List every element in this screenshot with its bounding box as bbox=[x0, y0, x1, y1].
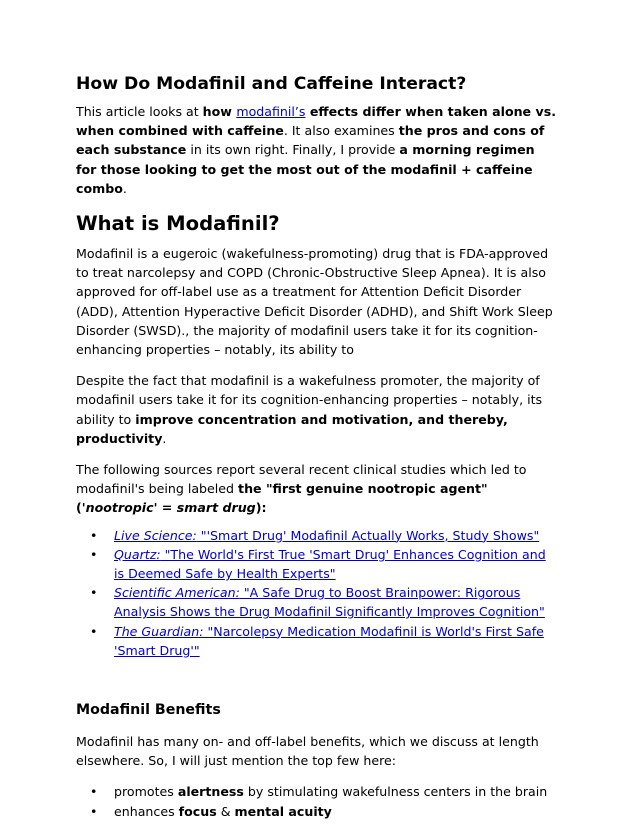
sources-intro-paragraph bbox=[76, 460, 556, 518]
list-item bbox=[76, 622, 556, 660]
list-item bbox=[76, 545, 556, 583]
intro-paragraph bbox=[76, 102, 556, 198]
bullet-icon: • bbox=[90, 527, 98, 543]
source-link-scientific-american[interactable] bbox=[114, 585, 545, 619]
paren-open: ( bbox=[76, 500, 82, 516]
benefits-intro-paragraph: Modafinil has many on- and off-label benefits, which we discuss at length elsewhere. So, I will just mention the top few here: bbox=[76, 734, 539, 769]
intro-bold-3: the pros and cons of each substance bbox=[76, 123, 545, 158]
benefit-bold: alertness bbox=[177, 784, 244, 800]
benefit-bold: focus bbox=[178, 803, 217, 819]
article-title: How Do Modafinil and Caffeine Interact? bbox=[76, 74, 467, 94]
bullet-icon: • bbox=[90, 803, 98, 819]
section-heading-what-is: What is Modafinil? bbox=[76, 212, 280, 236]
benefit-text: & bbox=[216, 803, 235, 819]
source-title: "Narcolepsy Medication Modafinil is World's First Safe 'Smart Drug'" bbox=[114, 623, 544, 658]
sources-list bbox=[76, 526, 556, 660]
intro-text-3: in its own right. Finally, I provide bbox=[186, 142, 400, 158]
bullet-icon: • bbox=[90, 623, 98, 639]
bullet-icon: • bbox=[90, 784, 98, 800]
cognition-end: . bbox=[162, 430, 167, 446]
source-name: Scientific American: bbox=[114, 585, 240, 601]
source-link-live-science[interactable] bbox=[114, 528, 539, 543]
benefit-bold: mental acuity bbox=[234, 803, 332, 819]
intro-text-1: This article looks at bbox=[76, 104, 203, 119]
nootropic-definition: 'nootropic' = smart drug bbox=[81, 500, 256, 516]
list-item bbox=[76, 526, 556, 545]
intro-bold-1: how bbox=[202, 104, 237, 119]
source-name: Live Science: bbox=[114, 527, 197, 543]
source-title: "'Smart Drug' Modafinil Actually Works, Study Shows" bbox=[196, 527, 540, 543]
list-item bbox=[76, 782, 556, 801]
source-name: Quartz: bbox=[114, 546, 161, 562]
cognition-bold: improve concentration and motivation, and thereby, productivity bbox=[76, 411, 508, 446]
nootropic-quote: the "first genuine nootropic agent" bbox=[238, 481, 488, 497]
source-link-guardian[interactable] bbox=[114, 624, 544, 658]
source-name: The Guardian: bbox=[114, 623, 204, 639]
benefit-text: by stimulating wakefulness centers in the brain bbox=[243, 784, 548, 800]
list-item bbox=[76, 583, 556, 621]
paren-close: ): bbox=[255, 500, 267, 516]
article-body bbox=[76, 73, 556, 821]
cognition-paragraph bbox=[76, 371, 556, 448]
intro-bold-2: effects differ when taken alone vs. when combined with caffeine bbox=[76, 104, 556, 139]
definition-paragraph: Modafinil is a eugeroic (wakefulness-promoting) drug that is FDA-approved to treat narcolepsy and COPD (Chronic-Obstructive Sleep Apnea). It is also approved for off-label use as a treatment for Attention Deficit Disorder (ADD), Attention Hyperactive Deficit Disorder (ADHD), and Shift Work Sleep Disorder (SWSD)., the majority of modafinil users take it for its cognition-enhancing properties – notably, its ability to bbox=[76, 246, 553, 358]
sources-intro-text: The following sources report several recent clinical studies which led to modafinil's being labeled bbox=[76, 462, 527, 497]
intro-bold-4: a morning regimen for those looking to get the most out of the modafinil + caffeine combo bbox=[76, 142, 535, 196]
list-item bbox=[76, 802, 556, 821]
benefit-text: promotes bbox=[114, 784, 178, 800]
bullet-icon: • bbox=[90, 585, 98, 601]
intro-text-4: . bbox=[122, 180, 127, 196]
source-title: "A Safe Drug to Boost Brainpower: Rigorous Analysis Shows the Drug Modafinil Significantly Improves Cognition" bbox=[114, 585, 545, 620]
cognition-text: Despite the fact that modafinil is a wakefulness promoter, the majority of modafinil users take it for its cognition-enhancing properties – notably, its ability to bbox=[76, 373, 543, 427]
section-heading-benefits: Modafinil Benefits bbox=[76, 702, 221, 719]
intro-text-2: . It also examines bbox=[283, 123, 399, 139]
modafinil-link[interactable]: modafinil’s bbox=[236, 104, 306, 119]
benefits-list bbox=[76, 782, 556, 820]
source-link-quartz[interactable] bbox=[114, 547, 546, 581]
benefit-text: enhances bbox=[114, 803, 179, 819]
source-title: "The World's First True 'Smart Drug' Enhances Cognition and is Deemed Safe by Health Experts" bbox=[114, 546, 546, 582]
bullet-icon: • bbox=[90, 546, 98, 562]
